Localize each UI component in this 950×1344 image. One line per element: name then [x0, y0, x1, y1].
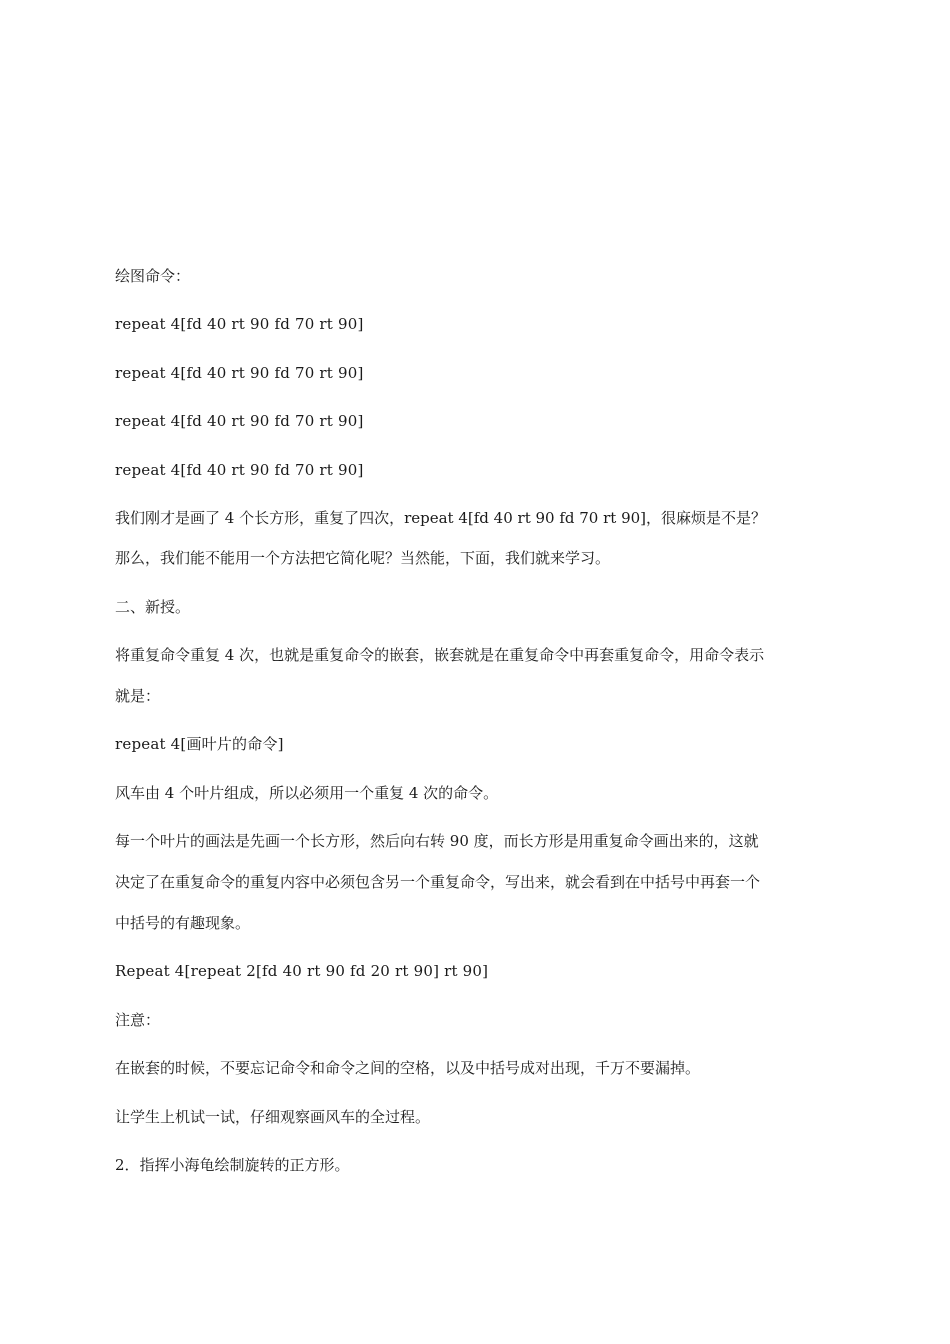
paragraph-line: 将重复命令重复 4 次，也就是重复命令的嵌套，嵌套就是在重复命令中再套重复命令，用命令表示 — [115, 646, 765, 664]
code-line: repeat 4[fd 40 rt 90 fd 70 rt 90] — [115, 364, 364, 382]
note-heading: 注意： — [115, 1011, 161, 1029]
paragraph-line: 让学生上机试一试，仔细观察画风车的全过程。 — [115, 1108, 431, 1126]
paragraph-line: 我们刚才是画了 4 个长方形，重复了四次，repeat 4[fd 40 rt 90 fd 70 rt 90]，很麻烦是不是？ — [115, 509, 767, 527]
code-line: repeat 4[fd 40 rt 90 fd 70 rt 90] — [115, 461, 364, 479]
code-line: Repeat 4[repeat 2[fd 40 rt 90 fd 20 rt 90] rt 90] — [115, 962, 489, 980]
code-line: repeat 4[fd 40 rt 90 fd 70 rt 90] — [115, 315, 364, 333]
paragraph-line: 就是： — [115, 687, 161, 705]
paragraph-line: 中括号的有趣现象。 — [115, 914, 251, 932]
paragraph-line: 那么，我们能不能用一个方法把它简化呢？当然能，下面，我们就来学习。 — [115, 549, 611, 567]
paragraph-line: 决定了在重复命令的重复内容中必须包含另一个重复命令，写出来，就会看到在中括号中再套一个 — [115, 873, 761, 891]
paragraph-line: 在嵌套的时候，不要忘记命令和命令之间的空格，以及中括号成对出现，千万不要漏掉。 — [115, 1059, 701, 1077]
drawing-commands-heading: 绘图命令： — [115, 267, 191, 285]
code-line: repeat 4[画叶片的命令] — [115, 735, 284, 753]
code-line: repeat 4[fd 40 rt 90 fd 70 rt 90] — [115, 412, 364, 430]
numbered-item: 2．指挥小海龟绘制旋转的正方形。 — [115, 1156, 350, 1174]
section-heading: 二、新授。 — [115, 598, 191, 616]
paragraph-line: 风车由 4 个叶片组成，所以必须用一个重复 4 次的命令。 — [115, 784, 499, 802]
paragraph-line: 每一个叶片的画法是先画一个长方形，然后向右转 90 度，而长方形是用重复命令画出来的，这就 — [115, 832, 759, 850]
